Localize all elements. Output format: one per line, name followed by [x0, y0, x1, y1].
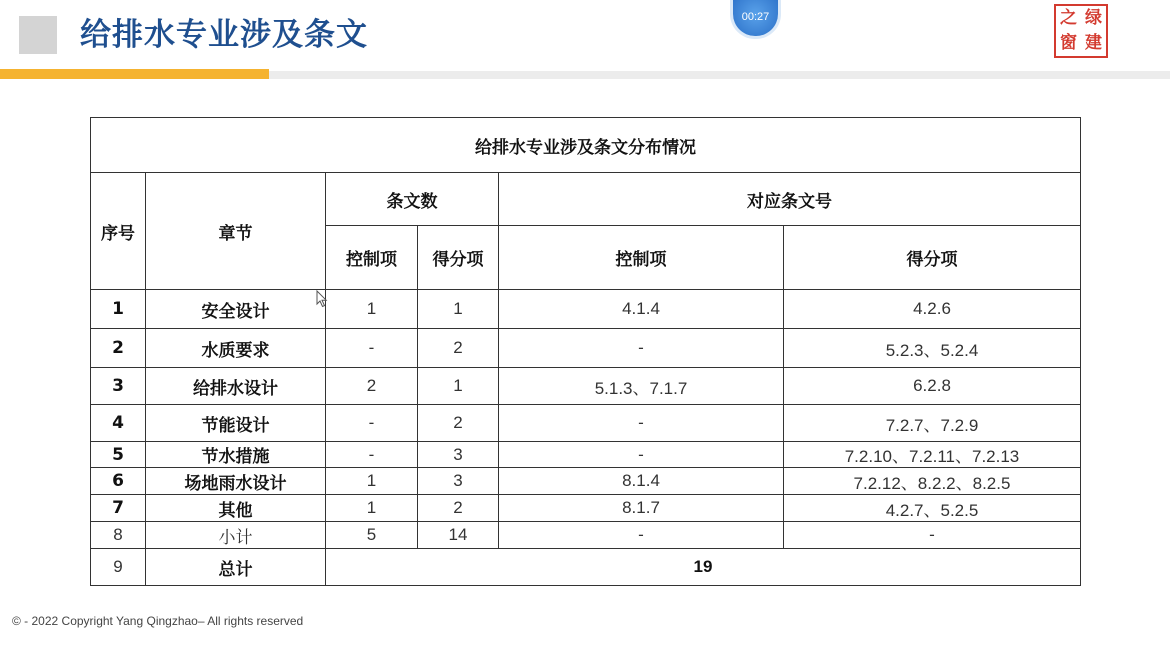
logo-char: 之	[1060, 8, 1077, 28]
row-ref-score: 4.2.6	[784, 290, 1081, 329]
table-row-total	[91, 549, 1081, 586]
row-score-count: 1	[418, 368, 499, 405]
logo-char: 绿	[1085, 8, 1102, 28]
row-control-count: -	[326, 405, 418, 442]
row-chapter: 其他	[146, 495, 326, 522]
row-chapter: 节水措施	[146, 442, 326, 468]
row-seq: 7	[91, 495, 146, 522]
logo-char: 窗	[1060, 33, 1077, 53]
header-ref-group: 对应条文号	[499, 173, 1081, 226]
row-seq: 5	[91, 442, 146, 468]
logo	[1054, 4, 1108, 58]
row-ref-score: 4.2.7、5.2.5	[784, 495, 1081, 522]
header-chapter: 章节	[146, 173, 326, 290]
header-decor-square	[19, 16, 57, 54]
row-ref-score: 7.2.12、8.2.2、8.2.5	[784, 468, 1081, 495]
row-seq: 6	[91, 468, 146, 495]
row-ref-score: 6.2.8	[784, 368, 1081, 405]
header-seq: 序号	[91, 173, 146, 290]
table-title: 给排水专业涉及条文分布情况	[91, 118, 1081, 173]
row-ref-score: 7.2.7、7.2.9	[784, 405, 1081, 442]
row-ref-score: 7.2.10、7.2.11、7.2.13	[784, 442, 1081, 468]
table-row	[91, 405, 1081, 442]
row-chapter: 给排水设计	[146, 368, 326, 405]
total-label: 总计	[146, 549, 326, 586]
table-row	[91, 290, 1081, 329]
table-row	[91, 442, 1081, 468]
row-seq: 3	[91, 368, 146, 405]
row-ref-control: -	[499, 329, 784, 368]
row-ref-control: -	[499, 405, 784, 442]
row-ref-control: -	[499, 522, 784, 549]
row-ref-score: 5.2.3、5.2.4	[784, 329, 1081, 368]
table-row	[91, 468, 1081, 495]
table-row	[91, 495, 1081, 522]
copyright-text: © - 2022 Copyright Yang Qingzhao– All rights reserved	[12, 614, 304, 628]
row-ref-control: 5.1.3、7.1.7	[499, 368, 784, 405]
row-ref-control: 8.1.4	[499, 468, 784, 495]
row-chapter: 水质要求	[146, 329, 326, 368]
row-score-count: 14	[418, 522, 499, 549]
header-control: 控制项	[326, 226, 418, 290]
header-ref-control: 控制项	[499, 226, 784, 290]
mouse-cursor-icon	[316, 290, 328, 308]
logo-char: 建	[1085, 33, 1102, 53]
row-score-count: 2	[418, 495, 499, 522]
recording-timer[interactable]: 00:27	[733, 0, 778, 36]
row-chapter: 节能设计	[146, 405, 326, 442]
row-control-count: 1	[326, 290, 418, 329]
row-seq: 2	[91, 329, 146, 368]
row-ref-control: 8.1.7	[499, 495, 784, 522]
row-control-count: 1	[326, 468, 418, 495]
row-control-count: 2	[326, 368, 418, 405]
table-row	[91, 522, 1081, 549]
title-underline-bar	[269, 71, 1170, 79]
row-control-count: -	[326, 442, 418, 468]
row-control-count: -	[326, 329, 418, 368]
row-seq: 8	[91, 522, 146, 549]
row-score-count: 3	[418, 468, 499, 495]
header-score: 得分项	[418, 226, 499, 290]
row-score-count: 2	[418, 405, 499, 442]
row-chapter: 场地雨水设计	[146, 468, 326, 495]
table-row	[91, 368, 1081, 405]
row-ref-control: 4.1.4	[499, 290, 784, 329]
row-score-count: 1	[418, 290, 499, 329]
page-title: 给排水专业涉及条文	[80, 17, 368, 53]
table-row	[91, 329, 1081, 368]
row-score-count: 2	[418, 329, 499, 368]
row-chapter: 小计	[146, 522, 326, 549]
row-score-count: 3	[418, 442, 499, 468]
total-value: 19	[326, 549, 1081, 586]
row-ref-control: -	[499, 442, 784, 468]
row-seq: 1	[91, 290, 146, 329]
row-ref-score: -	[784, 522, 1081, 549]
header-ref-score: 得分项	[784, 226, 1081, 290]
title-underline-accent	[0, 69, 269, 79]
header-count-group: 条文数	[326, 173, 499, 226]
row-control-count: 5	[326, 522, 418, 549]
row-seq: 4	[91, 405, 146, 442]
clause-distribution-table	[90, 117, 1081, 586]
total-seq: 9	[91, 549, 146, 586]
row-control-count: 1	[326, 495, 418, 522]
row-chapter: 安全设计	[146, 290, 326, 329]
